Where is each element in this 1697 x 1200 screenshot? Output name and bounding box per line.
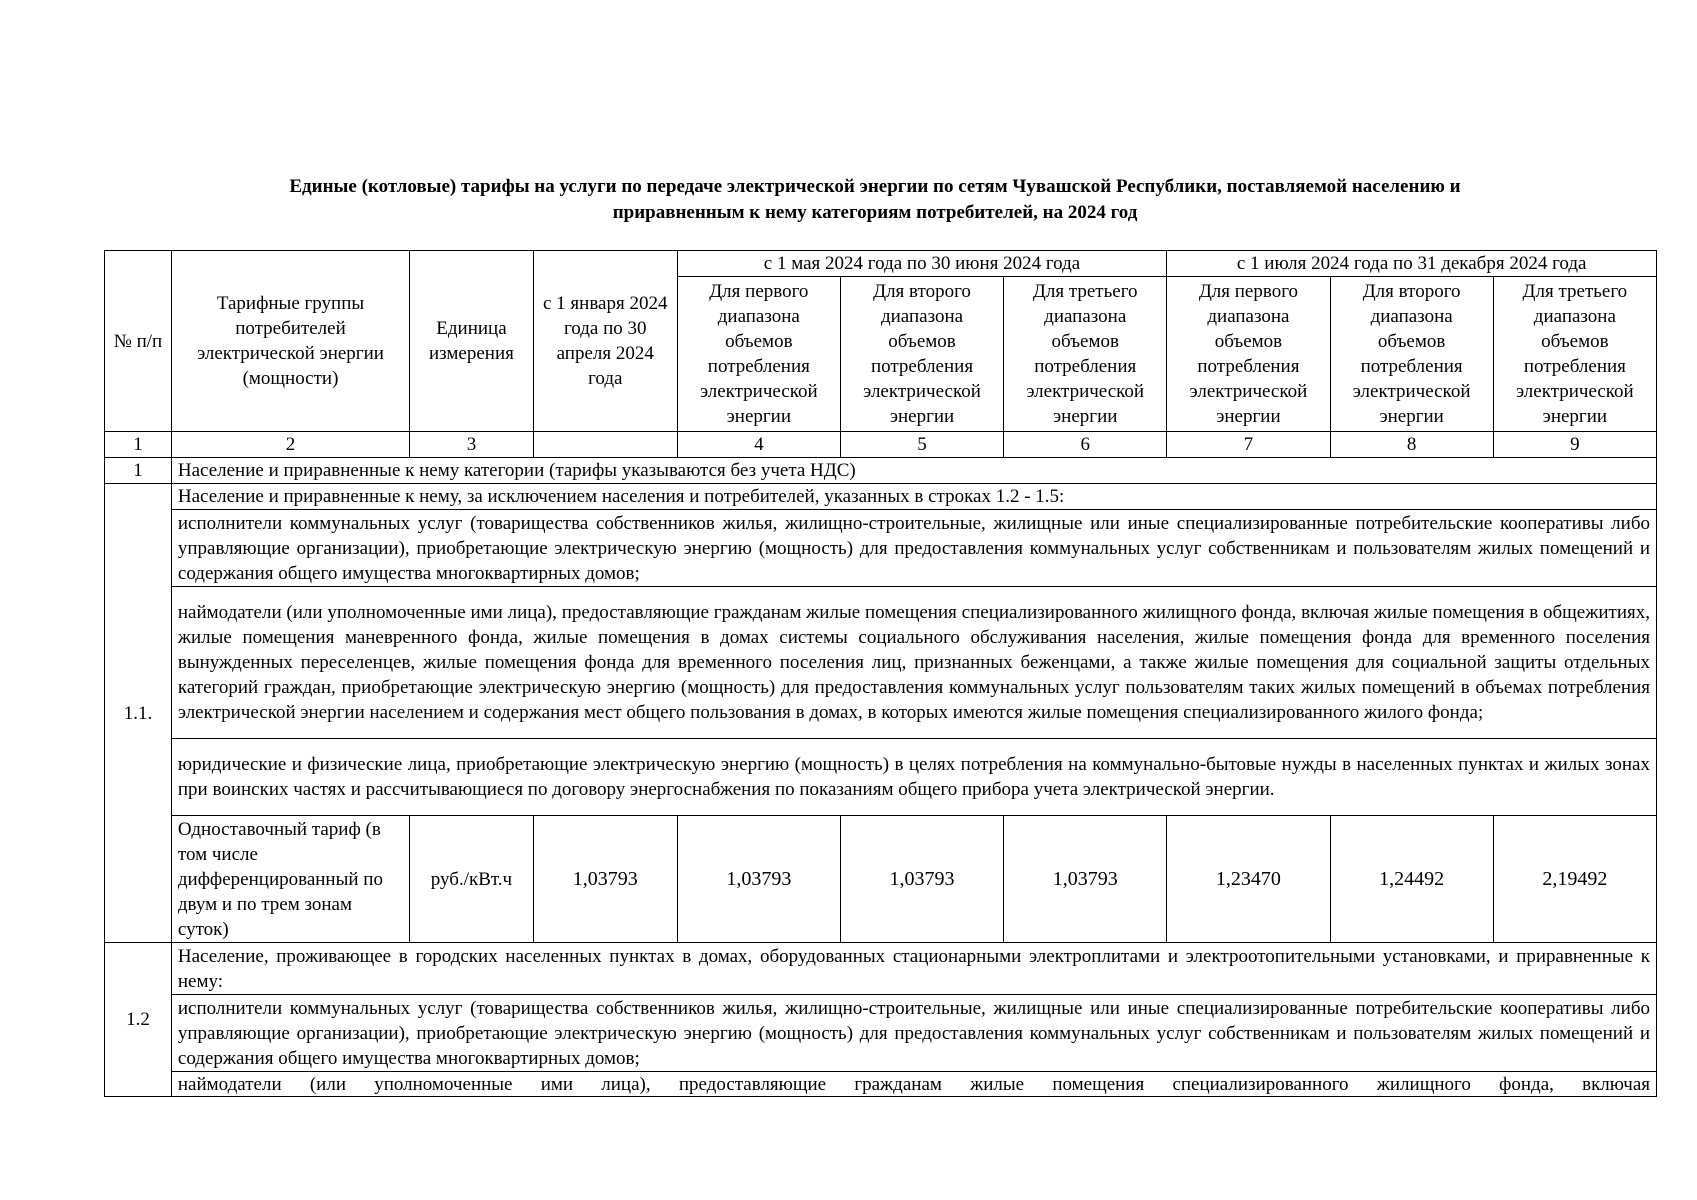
header-unit: Единица измерения — [410, 251, 534, 432]
header-p2-range-2: Для второго диапазона объемов потребления электрической энергии — [840, 277, 1003, 432]
header-period-2: с 1 мая 2024 года по 30 июня 2024 года — [677, 251, 1167, 277]
section-1-label: Население и приравненные к нему категории (тарифы указываются без учета НДС) — [171, 458, 1656, 484]
row-1-2-para-2-text: наймодатели (или уполномоченные ими лица), предоставляющие гражданам жилые помещения специализированного жилищного фонда, включая — [177, 1074, 1650, 1095]
row-1-1-num: 1.1. — [105, 484, 172, 943]
section-1-row — [105, 458, 1657, 484]
title-line-1: Единые (котловые) тарифы на услуги по передаче электрической энергии по сетям Чувашской Республики, поставляемой населению и — [289, 176, 1461, 197]
row-1-1-para-1 — [105, 510, 1657, 587]
tariff-value-jul-dec-range-2: 1,24492 — [1330, 816, 1493, 943]
colnum-cell: 2 — [171, 432, 409, 458]
header-p2-range-3: Для третьего диапазона объемов потребления электрической энергии — [1004, 277, 1167, 432]
tariff-value-may-jun-range-2: 1,03793 — [840, 816, 1003, 943]
tariff-value-jul-dec-range-3: 2,19492 — [1493, 816, 1656, 943]
header-num: № п/п — [105, 251, 172, 432]
tariff-value-jul-dec-range-1: 1,23470 — [1167, 816, 1330, 943]
row-1-1-para-2-text: наймодатели (или уполномоченные ими лица), предоставляющие гражданам жилые помещения специализированного жилищного фонда, включая жилые помещения в общежитиях, жилые помещения маневренного фонда, жилые помещения в домах системы социального обслуживания населения, жилые помещения фонда для временного поселения вынужденных переселенцев, жилые помещения фонда для временного поселения лиц, признанных беженцами, а также жилые помещения для социальной защиты отдельных категорий граждан, приобретающие электрическую энергию (мощность) для предоставления коммунальных услуг пользователям таких жилых помещений в объемах потребления электрической энергии населением и содержания мест общего пользования в домах, в которых имеются жилые помещения специализированного жилого фонда; — [171, 587, 1656, 739]
title-line-2: приравненным к нему категориям потребителей, на 2024 год — [612, 202, 1138, 223]
colnum-cell: 5 — [840, 432, 1003, 458]
tariff-value-jan-apr: 1,03793 — [533, 816, 677, 943]
document-title — [100, 174, 1650, 226]
tariff-label: Одноставочный тариф (в том числе дифференцированный по двум и по трем зонам суток) — [171, 816, 409, 943]
row-1-1-para-3 — [105, 739, 1657, 816]
row-1-1-heading — [105, 484, 1657, 510]
column-number-row — [105, 432, 1657, 458]
header-row-periods — [105, 251, 1657, 277]
row-1-2-para-1 — [105, 995, 1657, 1072]
row-1-1-tariff — [105, 816, 1657, 943]
colnum-cell: 1 — [105, 432, 172, 458]
row-1-2-para-2 — [105, 1072, 1657, 1097]
header-p2-range-1: Для первого диапазона объемов потребления электрической энергии — [677, 277, 840, 432]
tariff-value-may-jun-range-1: 1,03793 — [677, 816, 840, 943]
tariff-table — [104, 250, 1657, 1097]
row-1-2-num: 1.2 — [105, 943, 172, 1097]
row-1-2-para-2-cell — [171, 1072, 1656, 1097]
colnum-cell: 9 — [1493, 432, 1656, 458]
header-p3-range-2: Для второго диапазона объемов потребления электрической энергии — [1330, 277, 1493, 432]
header-groups: Тарифные группы потребителей электрической энергии (мощности) — [171, 251, 409, 432]
colnum-cell: 6 — [1004, 432, 1167, 458]
row-1-2-heading-text: Население, проживающее в городских населенных пунктах в домах, оборудованных стационарными электроплитами и электроотопительными установками, и приравненные к нему: — [171, 943, 1656, 995]
colnum-cell: 3 — [410, 432, 534, 458]
header-period-1: с 1 января 2024 года по 30 апреля 2024 года — [533, 251, 677, 432]
row-1-1-para-1-text: исполнители коммунальных услуг (товарищества собственников жилья, жилищно-строительные, жилищные или иные специализированные потребительские кооперативы либо управляющие организации), приобретающие электрическую энергию (мощность) для предоставления коммунальных услуг собственникам и пользователям жилых помещений и содержания общего имущества многоквартирных домов; — [171, 510, 1656, 587]
colnum-cell: 4 — [677, 432, 840, 458]
header-period-3: с 1 июля 2024 года по 31 декабря 2024 года — [1167, 251, 1657, 277]
colnum-cell — [533, 432, 677, 458]
row-1-1-para-2 — [105, 587, 1657, 739]
row-1-2-para-1-text: исполнители коммунальных услуг (товарищества собственников жилья, жилищно-строительные, жилищные или иные специализированные потребительские кооперативы либо управляющие организации), приобретающие электрическую энергию (мощность) для предоставления коммунальных услуг собственникам и пользователям жилых помещений и содержания общего имущества многоквартирных домов; — [171, 995, 1656, 1072]
colnum-cell: 7 — [1167, 432, 1330, 458]
row-1-1-heading-text: Население и приравненные к нему, за исключением населения и потребителей, указанных в строках 1.2 - 1.5: — [171, 484, 1656, 510]
row-1-2-heading — [105, 943, 1657, 995]
header-p3-range-3: Для третьего диапазона объемов потребления электрической энергии — [1493, 277, 1656, 432]
colnum-cell: 8 — [1330, 432, 1493, 458]
tariff-unit: руб./кВт.ч — [410, 816, 534, 943]
row-1-1-para-3-text: юридические и физические лица, приобретающие электрическую энергию (мощность) в целях потребления на коммунально-бытовые нужды в населенных пунктах и жилых зонах при воинских частях и рассчитывающиеся по договору энергоснабжения по показаниям общего прибора учета электрической энергии. — [171, 739, 1656, 816]
header-p3-range-1: Для первого диапазона объемов потребления электрической энергии — [1167, 277, 1330, 432]
section-1-num: 1 — [105, 458, 172, 484]
tariff-value-may-jun-range-3: 1,03793 — [1004, 816, 1167, 943]
